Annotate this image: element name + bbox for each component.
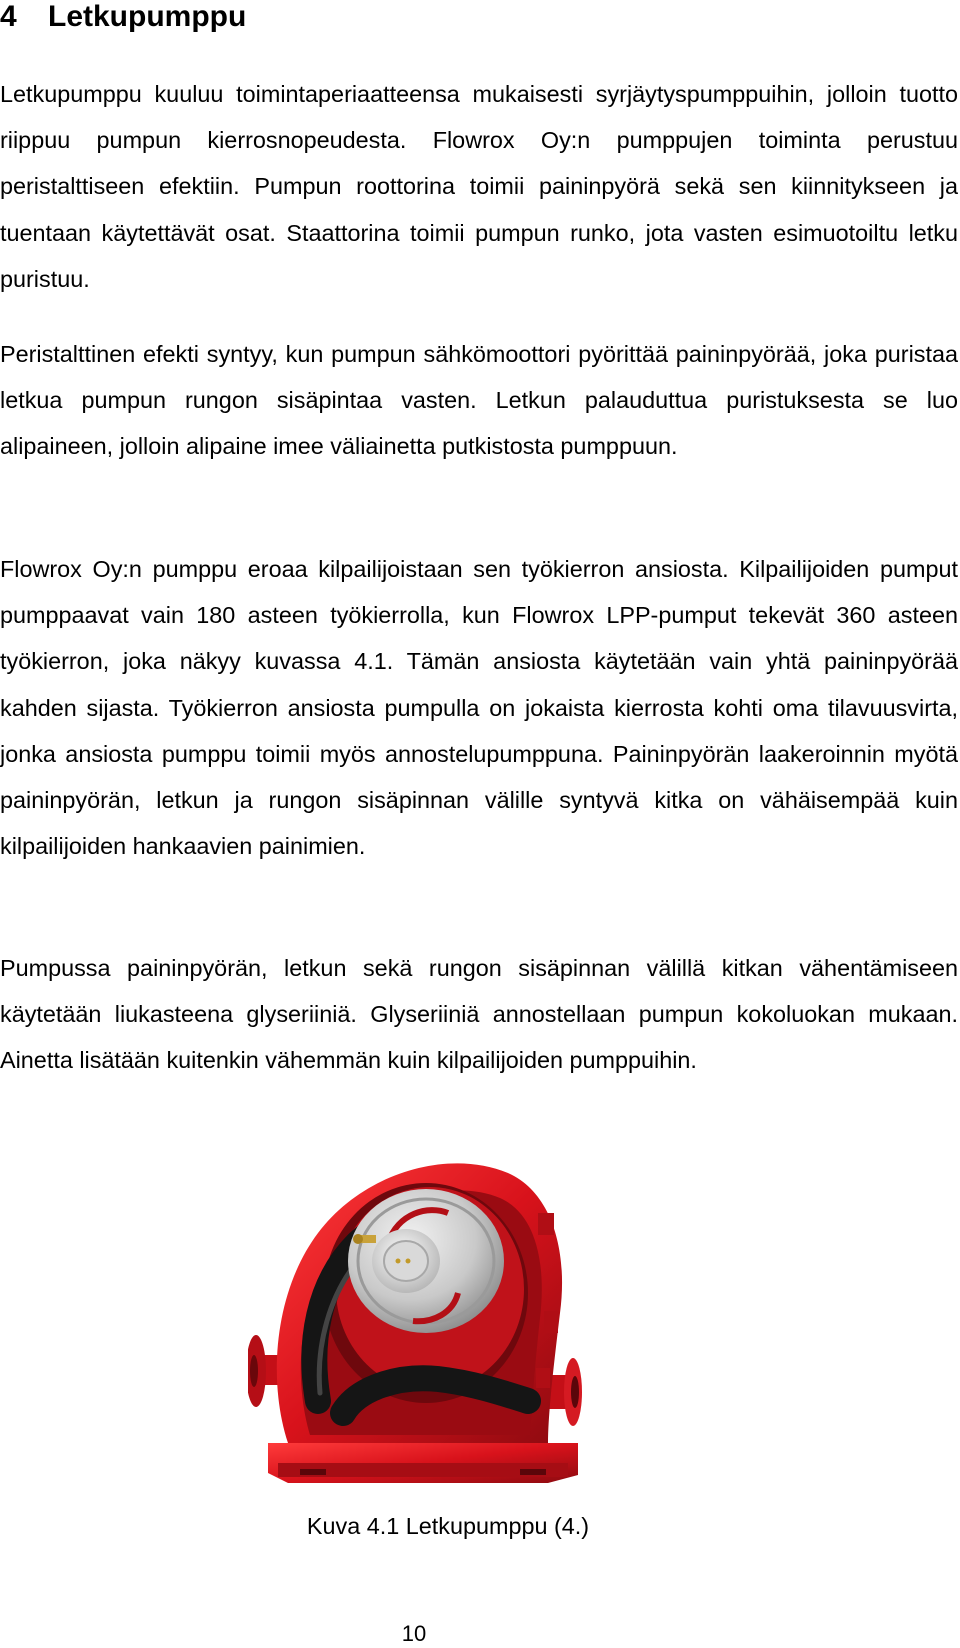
paragraph-2: Peristalttinen efekti syntyy, kun pumpun sähkömoottori pyörittää paininpyörää, joka puristaa letkua pumpun rungon sisäpintaa vasten. Letkun palauduttua puristuksesta se luo alipaineen, jolloin alipaine imee väliainetta putkistosta pumppuun. <box>0 341 958 460</box>
housing-lug <box>538 1213 554 1235</box>
figure-caption: Kuva 4.1 Letkupumppu (4.) <box>306 1513 590 1539</box>
paragraph-1: Letkupumppu kuuluu toimintaperiaatteensa mukaisesti syrjäytyspumppuihin, jolloin tuotto riippuu pumpun kierrosnopeudesta. Flowrox Oy:n pumppujen toiminta perustuu peristalttiseen efektiin. Pumpun roottorina toimii paininpyörä sekä sen kiinnitykseen ja tuentaan käytettävät osat. Staattorina toimii pumpun runko, jota vasten esimuotoiltu letku puristuu. <box>0 81 958 292</box>
paragraph-3: Flowrox Oy:n pumppu eroaa kilpailijoistaan sen työkierron ansiosta. Kilpailijoiden pumput pumppaavat vain 180 asteen työkierrolla, kun Flowrox LPP-pumput tekevät 360 asteen työkierron, joka näkyy kuvassa 4.1. Tämän ansiosta käytetään vain yhtä paininpyörää kahden sijasta. Työkierron ansiosta pumpulla on jokaista kierrosta kohti oma tilavuusvirta, jonka ansiosta pumppu toimii myös annostelupumppuna. Paininpyörän laakeroinnin myötä paininpyörän, letkun ja rungon sisäpinnan välille syntyvä kitka on vähäisempää kuin kilpailijoiden hankaavien painimien. <box>0 556 958 860</box>
section-title: Letkupumppu <box>48 0 247 33</box>
base-slot-right <box>520 1469 546 1475</box>
section-heading <box>0 0 246 34</box>
base-slot-left <box>300 1469 326 1475</box>
page-number: 10 <box>401 1621 427 1646</box>
hose-pump-illustration <box>248 1143 608 1499</box>
section-number: 4 <box>0 0 17 33</box>
pump-figure <box>248 1143 608 1499</box>
paragraph-4: Pumpussa paininpyörän, letkun sekä rungon sisäpinnan välillä kitkan vähentämiseen käytetään liukasteena glyseriiniä. Glyseriiniä annostellaan pumpun kokoluokan mukaan. Ainetta lisätään kuitenkin vähemmän kuin kilpailijoiden pumppuihin. <box>0 955 958 1074</box>
